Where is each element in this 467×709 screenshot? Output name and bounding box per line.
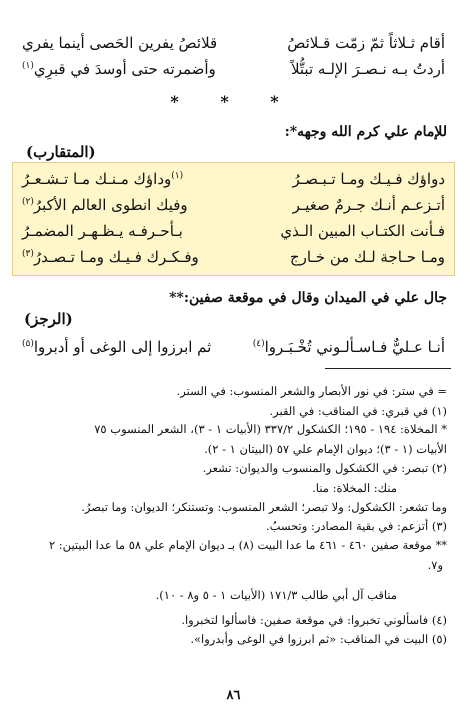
footnote-line: (٥) البيت في المناقب: «ثم ابرزوا في الوغى وأبدروا».: [190, 632, 447, 646]
meter-label: (الرجز): [24, 310, 73, 328]
hemistich-second: قلائصُ يفرين الحَصى أينما يفري: [22, 34, 218, 52]
footnote-marker: (٣): [22, 249, 34, 259]
verse-row: [22, 34, 445, 56]
footnote-line: الأبيات (١ - ٣)؛ ديوان الإمام علي ٥٧ (البيتان ١ - ٢).: [204, 442, 447, 456]
hemistich-first: أنـا عـليٌّ فـاسـألـوني تُخْـبَـروا$^{(٤)}$: [252, 338, 445, 356]
footnote-line: و٧.: [427, 558, 443, 572]
meter-label: (المتقارب): [26, 143, 96, 161]
footnote-marker: (١): [22, 61, 34, 71]
footnote-line: = في ستر: في نور الأبصار والشعر المنسوب: في الستر.: [176, 384, 447, 398]
hemistich-first: ومـا حـاجة لـك من خـارج: [289, 248, 445, 266]
footnote-marker: (٢): [22, 197, 34, 207]
hemistich-second: ثم ابرزوا إلى الوغى أو أدبروا$^{(٥)}$: [22, 338, 212, 356]
footnote-separator: [325, 368, 451, 369]
footnote-marker: (٤): [252, 339, 265, 349]
hemistich-first: أردتُ بـه نـصـرَ الإلـه تبتُّلاً: [290, 60, 445, 78]
footnote-marker: (٥): [22, 339, 34, 349]
hemistich-first: أقام ثـلاثاً ثمّ زمّت قـلائصُ: [287, 34, 445, 52]
verse-row: [22, 196, 445, 218]
footnote-line: (٣) أتزعم: في بقية المصادر: وتحسبُ.: [265, 519, 447, 533]
hemistich-second: وأضمرته حتى أوسدَ في قبرِي$^{(١)}$: [22, 60, 216, 78]
verse-row: [22, 338, 445, 360]
footnote-line: * المخلاة: ١٩٤ - ١٩٥؛ الكشكول ٣٣٧/٢ (الأبيات ١ - ٣)، الشعر المنسوب ٧٥: [94, 422, 447, 436]
hemistich-second: $^{(١)}$وداؤك مـنـك مـا تـشـعـرُ: [22, 170, 184, 188]
footnote-line: منك: المخلاة: منا.: [312, 481, 397, 495]
hemistich-first: دواؤك فـيـك ومـا تـبـصـرُ: [292, 170, 445, 188]
hemistich-second: بـأحـرفـه يـظـهـر المضمـرُ: [22, 222, 183, 240]
footnote-line: ** موقعة صفين ٤٦٠ - ٤٦١ ما عدا البيت (٨) بـ ديوان الإمام علي ٥٨ ما عدا البيتين: ٢: [48, 538, 447, 552]
footnote-line: مناقب آل أبي طالب ١٧١/٣ (الأبيات ١ - ٥ و٨ - ١٠).: [155, 588, 397, 602]
verse-row: [22, 170, 445, 192]
verse-row: [22, 248, 445, 270]
verse-row: [22, 222, 445, 244]
section-heading: جال علي في الميدان وقال في موقعة صفين:**: [169, 290, 447, 306]
section-divider-stars: * * *: [170, 92, 297, 111]
hemistich-second: وفيك انطوى العالم الأكبرُ$^{(٢)}$: [22, 196, 188, 214]
footnote-line: (١) في قبري: في المناقب: في القبر.: [269, 404, 447, 418]
hemistich-first: أتـزعـم أنـك جـرمٌ صغيـر: [292, 196, 445, 214]
footnote-line: (٢) تبصر: في الكشكول والمنسوب والديوان: تشعر.: [202, 461, 447, 475]
hemistich-first: فـأنت الكتـاب المبين الـذي: [280, 222, 445, 240]
footnote-marker: (١): [171, 171, 184, 181]
footnote-line: وما تشعر: الكشكول: ولا تبصر؛ الشعر المنسوب: وتستنكر؛ الديوان: وما تبصرُ.: [81, 500, 447, 514]
hemistich-second: وفـكـرك فـيـك ومـا تـصـدرُ$^{(٣)}$: [22, 248, 199, 266]
page-number: ٨٦: [226, 688, 241, 703]
footnote-line: (٤) فاسألوني تخبروا: في موقعة صفين: فاسألوا لتخبروا.: [181, 613, 447, 627]
verse-row: [22, 60, 445, 82]
section-heading: للإمام علي كرم الله وجهه*:: [284, 124, 447, 140]
